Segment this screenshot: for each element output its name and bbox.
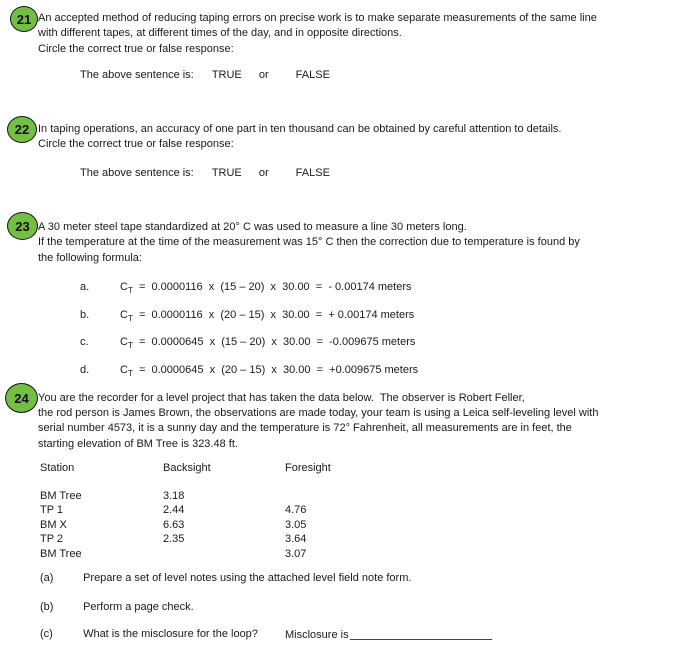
question-21-number: 21 (16, 11, 32, 27)
question-23-number: 23 (15, 218, 30, 234)
table-row (40, 518, 445, 533)
option-letter: b. (80, 308, 90, 321)
question-22-line: In taping operations, an accuracy of one part in ten thousand can be obtained by careful attention to details. (38, 123, 562, 135)
cell-backsight (163, 547, 285, 562)
question-21-true-false-row (80, 69, 330, 81)
option-letter: a. (80, 281, 90, 293)
task-b (40, 601, 194, 613)
option-formula (120, 309, 414, 321)
option-letter: c. (80, 336, 89, 349)
task-c-text: What is the misclosure for the loop? (83, 628, 258, 640)
q22-or-label: or (258, 167, 269, 179)
misclosure-answer-area (285, 628, 492, 641)
question-21-line: with different tapes, at different times of the day, and in opposite directions. (38, 27, 402, 40)
question-21-line: An accepted method of reducing taping errors on precise work is to make separate measurements of the same line (38, 12, 597, 24)
table-header-row (40, 461, 445, 476)
task-a (40, 572, 411, 584)
cell-backsight: 3.18 (163, 489, 185, 502)
question-24-line: You are the recorder for a level project that has taken the data below. The observer is Robert Feller, (38, 392, 525, 404)
formula-subscript: T (127, 313, 133, 323)
cell-station: TP 1 (40, 504, 64, 517)
q23-option-b[interactable] (80, 309, 418, 337)
col-header-station: Station (40, 462, 75, 474)
col-header-backsight: Backsight (163, 462, 211, 474)
task-b-label: (b) (40, 601, 54, 613)
task-a-label: (a) (40, 572, 54, 584)
task-a-text: Prepare a set of level notes using the attached level field note form. (83, 572, 412, 584)
question-22-number-badge (7, 116, 37, 143)
task-c-label: (c) (40, 628, 53, 640)
cell-backsight: 2.44 (163, 504, 185, 517)
cell-backsight: 6.63 (163, 518, 185, 531)
question-21-line: Circle the correct true or false response: (38, 42, 234, 55)
formula-variable: C (120, 308, 128, 321)
question-24-line: the rod person is James Brown, the observations are made today, your team is using a Leica self-leveling level with (38, 407, 599, 420)
option-formula (120, 364, 419, 379)
cell-foresight: 4.76 (285, 504, 307, 517)
q23-option-a[interactable] (80, 281, 418, 309)
table-row (40, 489, 445, 504)
task-b-text: Perform a page check. (83, 601, 194, 613)
misclosure-prefix: Misclosure is (285, 629, 349, 641)
option-letter: d. (80, 364, 90, 377)
question-24-number: 24 (14, 390, 29, 406)
option-formula (120, 281, 412, 296)
question-23-options (80, 281, 418, 392)
q23-option-c[interactable] (80, 336, 418, 364)
q22-sentence-prompt: The above sentence is: (80, 167, 194, 179)
col-header-foresight: Foresight (285, 462, 331, 474)
question-24-line: starting elevation of BM Tree is 323.48 ft. (38, 437, 238, 450)
formula-variable: C (120, 281, 128, 293)
question-23-line: the following formula: (38, 251, 142, 264)
cell-backsight: 2.35 (163, 533, 185, 546)
formula-expression: = 0.0000645 x (15 – 20) x 30.00 = -0.009675 meters (132, 336, 416, 349)
table-row (40, 532, 445, 547)
formula-expression: = 0.0000116 x (20 – 15) x 30.00 = + 0.00174 meters (132, 308, 415, 321)
q22-true-option[interactable]: TRUE (211, 167, 242, 179)
level-notes-table (40, 461, 445, 562)
cell-foresight: 3.05 (285, 518, 307, 531)
misclosure-blank[interactable] (350, 628, 492, 640)
formula-variable: C (120, 336, 128, 349)
question-24-text (38, 391, 598, 452)
q21-sentence-prompt: The above sentence is: (80, 69, 194, 81)
q23-option-d[interactable] (80, 364, 418, 392)
q21-or-label: or (258, 69, 269, 81)
question-21-text (38, 11, 597, 57)
q22-false-option[interactable]: FALSE (295, 167, 330, 179)
formula-subscript: T (127, 341, 133, 351)
cell-foresight (285, 489, 445, 504)
cell-foresight: 3.64 (285, 533, 307, 546)
task-c (40, 628, 680, 640)
formula-subscript: T (127, 286, 133, 296)
cell-foresight: 3.07 (285, 547, 307, 560)
question-23-number-badge (7, 212, 38, 240)
question-23-text (38, 220, 580, 266)
formula-expression: = 0.0000645 x (20 – 15) x 30.00 = +0.009675 meters (132, 364, 419, 377)
question-21-number-badge (10, 6, 38, 32)
table-row (40, 547, 445, 562)
question-22-true-false-row (80, 167, 330, 179)
question-23-line: If the temperature at the time of the measurement was 15° C then the correction due to temperature is found by (38, 236, 580, 249)
formula-expression: = 0.0000116 x (15 – 20) x 30.00 = - 0.00174 meters (132, 281, 412, 293)
cell-station: BM Tree (40, 547, 82, 560)
question-22-text (38, 122, 561, 153)
q21-false-option[interactable]: FALSE (295, 69, 330, 81)
cell-station: BM X (40, 518, 67, 531)
table-row (40, 503, 445, 518)
formula-variable: C (120, 364, 128, 377)
formula-subscript: T (127, 369, 133, 379)
question-22-number: 22 (14, 122, 30, 137)
option-formula (120, 336, 416, 351)
question-24-line: serial number 4573, it is a sunny day and the temperature is 72° Fahrenheit, all measurements are in feet, the (38, 422, 572, 435)
cell-station: TP 2 (40, 533, 64, 546)
q21-true-option[interactable]: TRUE (211, 69, 242, 81)
cell-station: BM Tree (40, 489, 82, 502)
question-22-line: Circle the correct true or false response: (38, 138, 234, 151)
question-23-line: A 30 meter steel tape standardized at 20° C was used to measure a line 30 meters long. (38, 221, 467, 233)
question-24-number-badge (5, 383, 38, 413)
